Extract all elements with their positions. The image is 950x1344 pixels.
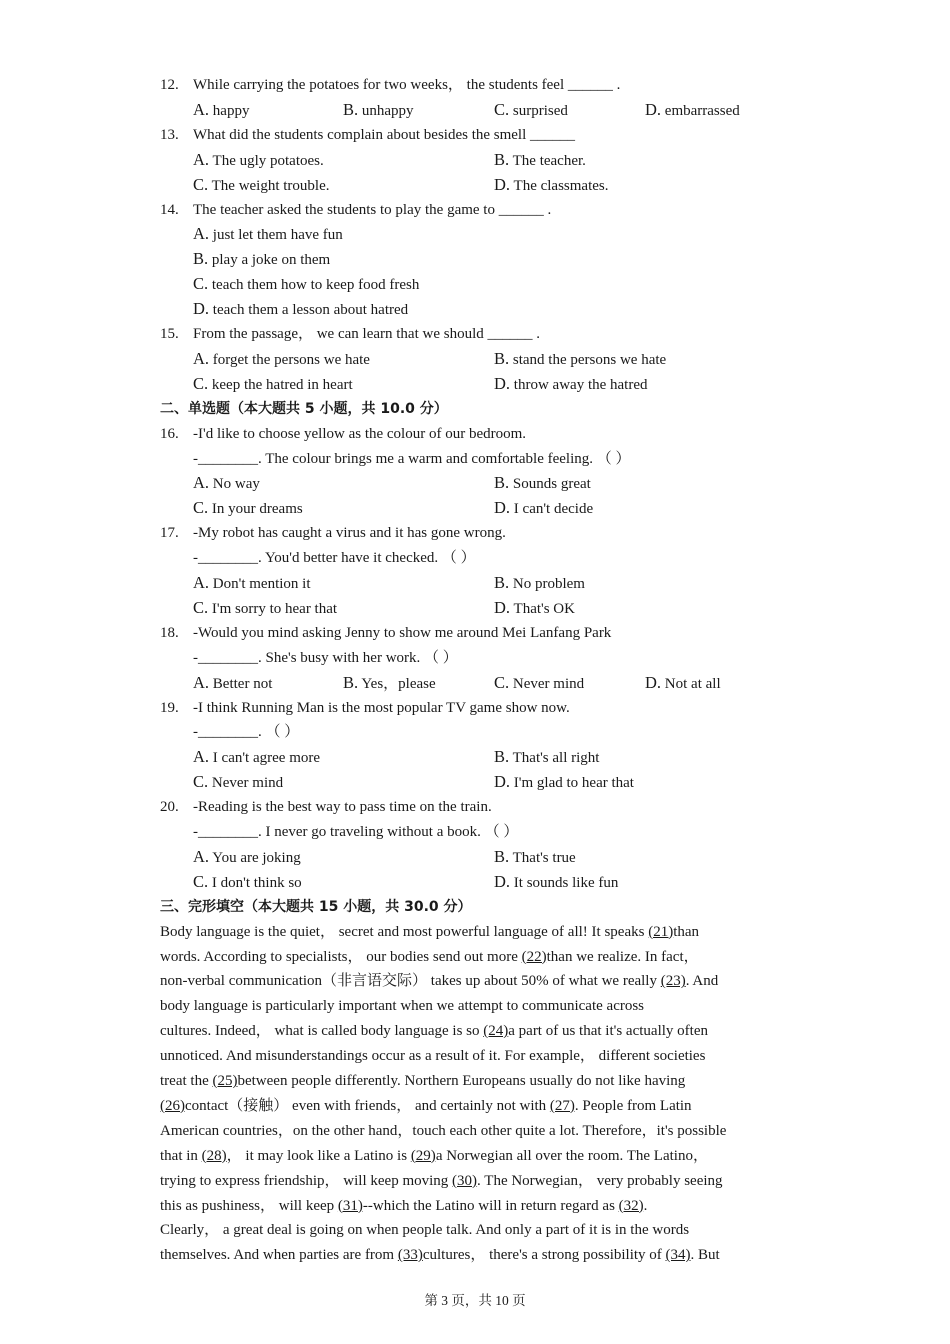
option-text: That's OK (510, 600, 575, 617)
option-text: Not at all (661, 675, 721, 692)
question-number: 17. (160, 525, 179, 542)
passage-text: non-verbal communication（非言语交际） takes up about 50% of what we really (160, 973, 661, 990)
answer-option (494, 100, 568, 121)
passage-text: that in (160, 1147, 202, 1164)
option-text: teach them how to keep food fresh (208, 277, 420, 294)
answer-option (343, 100, 414, 121)
passage-text: body language is particularly important when we attempt to communicate across (160, 998, 645, 1015)
option-letter: D. (494, 772, 511, 792)
option-letter: D. (645, 672, 662, 692)
question-stem: The teacher asked the students to play the game to ______ . (193, 201, 552, 218)
option-text: play a joke on them (208, 252, 331, 269)
answer-option (193, 249, 330, 270)
option-text: I don't think so (208, 874, 302, 891)
option-text: teach them a lesson about hatred (209, 302, 409, 319)
option-text: I'm glad to hear that (510, 775, 634, 792)
passage-line (160, 1096, 792, 1116)
option-text: Never mind (509, 675, 585, 692)
answer-option (193, 374, 353, 395)
answer-option (193, 598, 337, 619)
option-letter: A. (193, 224, 210, 244)
cloze-blank: (34) (665, 1247, 691, 1264)
passage-text: cultures， there's a strong possibility of (422, 1247, 666, 1264)
answer-option (494, 150, 586, 171)
option-text: No way (209, 476, 260, 493)
cloze-blank: (30) (452, 1172, 478, 1189)
answer-option (193, 498, 303, 519)
passage-line (160, 1171, 792, 1191)
passage-text: words. According to specialists， our bodies send out more (160, 948, 522, 965)
cloze-blank: (27) (549, 1097, 575, 1114)
answer-option (193, 747, 320, 768)
option-text: Sounds great (509, 476, 591, 493)
passage-line (160, 947, 792, 967)
passage-line (160, 1021, 792, 1041)
option-text: surprised (509, 102, 568, 119)
question-stem: -Reading is the best way to pass time on the train. (193, 799, 492, 816)
answer-option (193, 299, 408, 320)
passage-line (160, 1220, 792, 1240)
answer-option (494, 175, 609, 196)
passage-text: themselves. And when parties are from (160, 1247, 398, 1264)
option-text: I can't agree more (209, 750, 321, 767)
option-letter: B. (494, 846, 510, 866)
option-letter: A. (193, 149, 210, 169)
option-letter: A. (193, 846, 210, 866)
option-letter: A. (193, 348, 210, 368)
answer-option (494, 374, 648, 395)
cloze-blank: (29) (410, 1147, 436, 1164)
passage-text: between people differently. Northern Europeans usually do not like having (237, 1073, 686, 1089)
question-stem: From the passage， we can learn that we should ______ . (193, 326, 540, 342)
answer-option (645, 100, 740, 121)
passage-line (160, 1146, 792, 1166)
passage-text: ， it may look like a Latino is (226, 1147, 411, 1164)
option-letter: C. (193, 174, 209, 194)
question-number: 19. (160, 699, 179, 716)
option-text: You are joking (209, 849, 301, 866)
passage-text: . (643, 1197, 648, 1214)
option-letter: B. (494, 348, 510, 368)
option-text: The teacher. (509, 152, 586, 169)
passage-text: than we realize. In fact， (546, 948, 699, 965)
cloze-blank: (21) (648, 923, 674, 940)
answer-option (193, 772, 283, 793)
passage-text: contact（接触） even with friends， and certainly not with (185, 1097, 550, 1114)
passage-text: a Norwegian all over the room. The Latino， (435, 1147, 708, 1164)
question-number: 20. (160, 799, 179, 816)
option-letter: C. (494, 672, 510, 692)
option-letter: B. (343, 99, 359, 119)
question-stem: -Would you mind asking Jenny to show me around Mei Lanfang Park (193, 624, 612, 641)
option-text: happy (209, 102, 250, 119)
passage-text: Body language is the quiet， secret and most powerful language of all! It speaks (160, 923, 649, 940)
passage-line (160, 1071, 792, 1091)
question-stem: -________. I never go traveling without a book. （ ） (193, 824, 519, 840)
option-text: Yes，please (358, 675, 436, 692)
cloze-blank: (31) (337, 1197, 363, 1214)
answer-option (193, 847, 301, 868)
passage-text: American countries，on the other hand，touch each other quite a lot. Therefore，it's possible (160, 1122, 727, 1139)
question-stem: -________. The colour brings me a warm and comfortable feeling. （ ） (193, 450, 631, 467)
cloze-blank: (33) (397, 1247, 423, 1264)
option-text: That's all right (509, 750, 600, 767)
option-letter: B. (494, 473, 510, 493)
answer-option (494, 349, 666, 370)
answer-option (494, 473, 591, 494)
passage-line (160, 922, 792, 942)
option-text: Don't mention it (209, 576, 311, 592)
answer-option (193, 872, 302, 893)
passage-text: trying to express friendship， will keep moving (160, 1172, 453, 1189)
passage-text: a part of us that it's actually often (508, 1023, 708, 1040)
question-stem: While carrying the potatoes for two weeks， the students feel ______ . (193, 77, 621, 93)
passage-line (160, 996, 792, 1016)
answer-option (193, 224, 343, 245)
option-letter: D. (193, 299, 210, 319)
question-number: 15. (160, 326, 179, 342)
option-letter: C. (193, 871, 209, 891)
option-letter: C. (193, 373, 209, 393)
option-text: unhappy (358, 102, 414, 119)
option-letter: A. (193, 573, 210, 592)
option-letter: C. (193, 597, 209, 617)
option-letter: D. (494, 498, 511, 518)
cloze-blank: (24) (483, 1023, 509, 1040)
option-text: I can't decide (510, 501, 594, 518)
question-number: 12. (160, 77, 179, 93)
option-letter: C. (193, 772, 209, 792)
option-letter: A. (193, 99, 210, 119)
option-text: Never mind (208, 775, 284, 792)
option-text: In your dreams (208, 501, 303, 518)
passage-text: . The Norwegian， very probably seeing (477, 1172, 723, 1189)
option-letter: A. (193, 473, 210, 493)
option-text: just let them have fun (209, 227, 343, 244)
option-letter: D. (494, 871, 511, 891)
section-heading: 三、完形填空（本大题共 15 小题，共 30.0 分） (160, 898, 472, 915)
cloze-blank: (32) (618, 1197, 644, 1214)
option-text: forget the persons we hate (209, 351, 370, 368)
passage-text: . And (685, 973, 719, 990)
passage-text: unnoticed. And misunderstandings occur as a result of it. For example， different societies (160, 1048, 706, 1065)
option-letter: B. (343, 672, 359, 692)
answer-option (494, 747, 599, 768)
question-stem: -I think Running Man is the most popular TV game show now. (193, 699, 570, 716)
option-text: The ugly potatoes. (209, 152, 324, 169)
option-letter: C. (494, 99, 510, 119)
answer-option (193, 150, 324, 171)
answer-option (494, 498, 593, 519)
answer-option (193, 175, 330, 196)
cloze-blank: (26) (160, 1097, 185, 1114)
answer-option (494, 673, 584, 694)
cloze-blank: (28) (201, 1147, 227, 1164)
option-letter: C. (193, 274, 209, 294)
option-letter: A. (193, 672, 210, 692)
option-text: No problem (509, 576, 585, 592)
option-letter: A. (193, 747, 210, 767)
passage-text: cultures. Indeed， what is called body language is so (160, 1023, 484, 1040)
answer-option (193, 349, 370, 370)
question-number: 13. (160, 126, 179, 143)
question-stem: -I'd like to choose yellow as the colour of our bedroom. (193, 425, 527, 442)
passage-text: this as pushiness， will keep (160, 1197, 338, 1214)
question-number: 18. (160, 624, 179, 641)
passage-line (160, 971, 792, 991)
answer-option (193, 100, 249, 121)
option-text: The classmates. (510, 177, 609, 194)
passage-text: than (673, 923, 700, 940)
option-letter: B. (494, 747, 510, 767)
question-number: 14. (160, 201, 179, 218)
option-text: That's true (509, 849, 576, 866)
passage-text: treat the (160, 1073, 213, 1089)
question-stem: -My robot has caught a virus and it has gone wrong. (193, 525, 506, 542)
cloze-blank: (25) (212, 1073, 238, 1089)
option-text: It sounds like fun (510, 874, 619, 891)
answer-option (193, 473, 260, 494)
answer-option (494, 772, 634, 793)
option-text: stand the persons we hate (509, 351, 667, 368)
option-text: embarrassed (661, 102, 740, 119)
answer-option (193, 274, 419, 295)
answer-option (343, 673, 436, 694)
answer-option (494, 847, 576, 868)
question-stem: What did the students complain about besides the smell ______ (193, 126, 576, 143)
option-letter: D. (494, 597, 511, 617)
cloze-blank: (23) (660, 973, 686, 990)
question-stem: -________. She's busy with her work. （ ） (193, 649, 458, 666)
option-letter: B. (494, 149, 510, 169)
answer-option (494, 872, 618, 893)
question-stem: -________. You'd better have it checked. （ ） (193, 550, 476, 567)
option-letter: B. (193, 249, 209, 269)
passage-text: Clearly， a great deal is going on when people talk. And only a part of it is in the words (160, 1222, 690, 1239)
passage-text: --which the Latino will in return regard as (362, 1197, 619, 1214)
answer-option (494, 598, 575, 619)
passage-line (160, 1196, 792, 1216)
question-stem: -________. （ ） (193, 724, 300, 741)
answer-option (494, 573, 585, 594)
option-letter: C. (193, 498, 209, 518)
option-text: throw away the hatred (510, 376, 648, 393)
answer-option (193, 673, 272, 694)
passage-line (160, 1046, 792, 1066)
option-letter: D. (494, 174, 511, 194)
question-number: 16. (160, 425, 179, 442)
option-letter: B. (494, 573, 510, 592)
passage-text: . People from Latin (574, 1097, 692, 1114)
option-text: keep the hatred in heart (208, 376, 353, 393)
answer-option (193, 573, 311, 594)
section-heading: 二、单选题（本大题共 5 小题，共 10.0 分） (160, 400, 448, 417)
option-letter: D. (494, 373, 511, 393)
cloze-blank: (22) (521, 948, 547, 965)
option-letter: D. (645, 99, 662, 119)
passage-line (160, 1121, 792, 1141)
answer-option (645, 673, 721, 694)
option-text: I'm sorry to hear that (208, 600, 338, 617)
option-text: Better not (209, 675, 273, 692)
passage-line (160, 1245, 792, 1265)
passage-text: . But (690, 1247, 720, 1264)
page-footer: 第 3 页，共 10 页 (424, 1293, 526, 1308)
option-text: The weight trouble. (208, 177, 330, 194)
